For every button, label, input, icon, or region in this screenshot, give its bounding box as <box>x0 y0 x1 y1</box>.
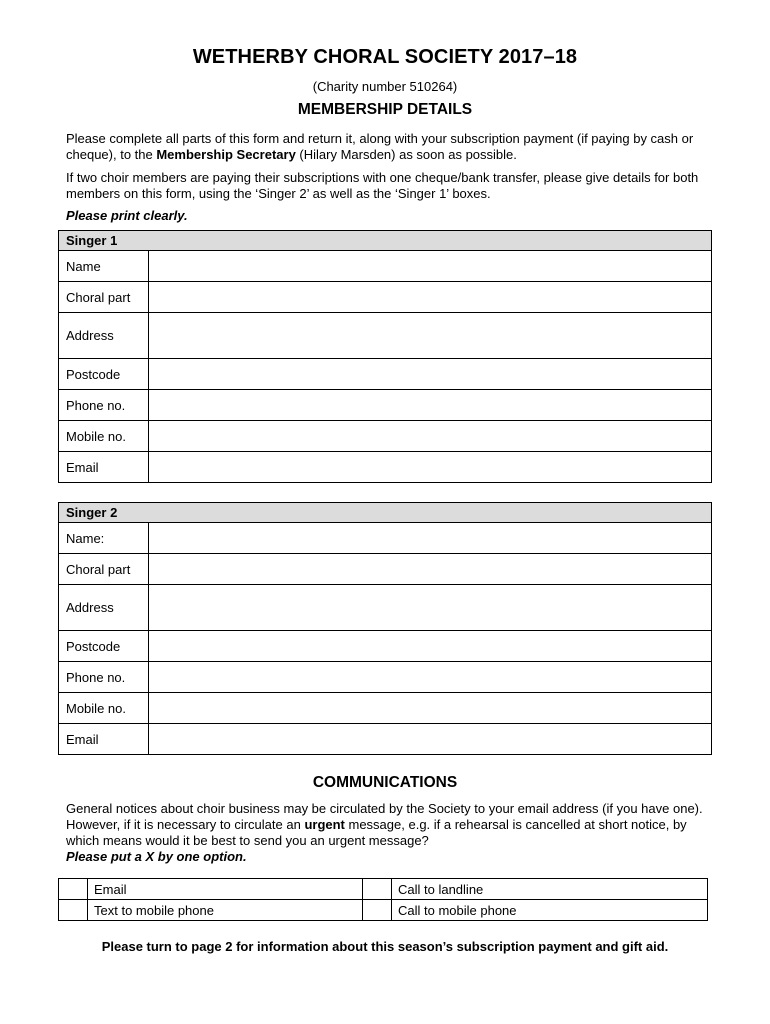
singer-2-choral-part-label: Choral part <box>59 554 149 585</box>
singer-2-mobile-label: Mobile no. <box>59 693 149 724</box>
singer-1-choral-part-label: Choral part <box>59 282 149 313</box>
singer-2-postcode-field[interactable] <box>149 631 712 662</box>
singer-2-phone-field[interactable] <box>149 662 712 693</box>
singer-1-postcode-label: Postcode <box>59 359 149 390</box>
singer-1-phone-label: Phone no. <box>59 390 149 421</box>
intro-paragraph-1: Please complete all parts of this form and return it, along with your subscription payment (if paying by cash or cheque), to the Membership Secretary (Hilary Marsden) as soon as possible. <box>66 131 694 162</box>
communications-paragraph: General notices about choir business may be circulated by the Society to your email address (if you have one). However, if it is necessary to circulate an urgent message, e.g. if a rehearsal is cancelled at short notice, by which means would it be best to send you an urgent message? Please put a X by one option. <box>66 801 703 864</box>
singer-2-address-label: Address <box>59 585 149 631</box>
singer-1-mobile-field[interactable] <box>149 421 712 452</box>
singer-2-email-label: Email <box>59 724 149 755</box>
print-clearly-note: Please print clearly. <box>66 208 188 223</box>
page-title: WETHERBY CHORAL SOCIETY 2017–18 <box>192 46 578 68</box>
urgent-label: urgent <box>304 817 345 832</box>
singer-1-phone-field[interactable] <box>149 390 712 421</box>
membership-secretary-label: Membership Secretary <box>156 147 296 162</box>
charity-number: (Charity number 510264) <box>312 79 458 94</box>
email-option-label: Email <box>88 879 363 900</box>
singer-1-header: Singer 1 <box>59 231 712 251</box>
singer-1-name-label: Name <box>59 251 149 282</box>
intro-paragraph-2: If two choir members are paying their subscriptions with one cheque/bank transfer, please give details for both members on this form, using the ‘Singer 2’ as well as the ‘Singer 1’ boxes. <box>66 170 699 201</box>
singer-2-postcode-label: Postcode <box>59 631 149 662</box>
singer-2-email-field[interactable] <box>149 724 712 755</box>
singer-1-email-field[interactable] <box>149 452 712 483</box>
mobile-call-option-label: Call to mobile phone <box>392 900 708 921</box>
singer-1-name-field[interactable] <box>149 251 712 282</box>
singer-1-address-label: Address <box>59 313 149 359</box>
singer-1-address-field[interactable] <box>149 313 712 359</box>
singer-1-table <box>58 230 712 483</box>
singer-2-address-field[interactable] <box>149 585 712 631</box>
landline-option-label: Call to landline <box>392 879 708 900</box>
singer-2-header: Singer 2 <box>59 503 712 523</box>
singer-2-phone-label: Phone no. <box>59 662 149 693</box>
communications-heading: COMMUNICATIONS <box>312 774 458 791</box>
communication-options-table <box>58 878 708 921</box>
singer-1-choral-part-field[interactable] <box>149 282 712 313</box>
singer-2-name-field[interactable] <box>149 523 712 554</box>
text-option-checkbox[interactable] <box>59 900 88 921</box>
page-turn-note: Please turn to page 2 for information about this season’s subscription payment and gift aid. <box>101 939 669 954</box>
text-option-label: Text to mobile phone <box>88 900 363 921</box>
singer-1-mobile-label: Mobile no. <box>59 421 149 452</box>
singer-2-name-label: Name: <box>59 523 149 554</box>
one-option-instruction: Please put a X by one option. <box>66 849 247 864</box>
membership-heading: MEMBERSHIP DETAILS <box>297 101 473 118</box>
landline-option-checkbox[interactable] <box>363 879 392 900</box>
singer-1-email-label: Email <box>59 452 149 483</box>
singer-2-choral-part-field[interactable] <box>149 554 712 585</box>
singer-2-table <box>58 502 712 755</box>
singer-2-mobile-field[interactable] <box>149 693 712 724</box>
mobile-call-option-checkbox[interactable] <box>363 900 392 921</box>
email-option-checkbox[interactable] <box>59 879 88 900</box>
singer-1-postcode-field[interactable] <box>149 359 712 390</box>
